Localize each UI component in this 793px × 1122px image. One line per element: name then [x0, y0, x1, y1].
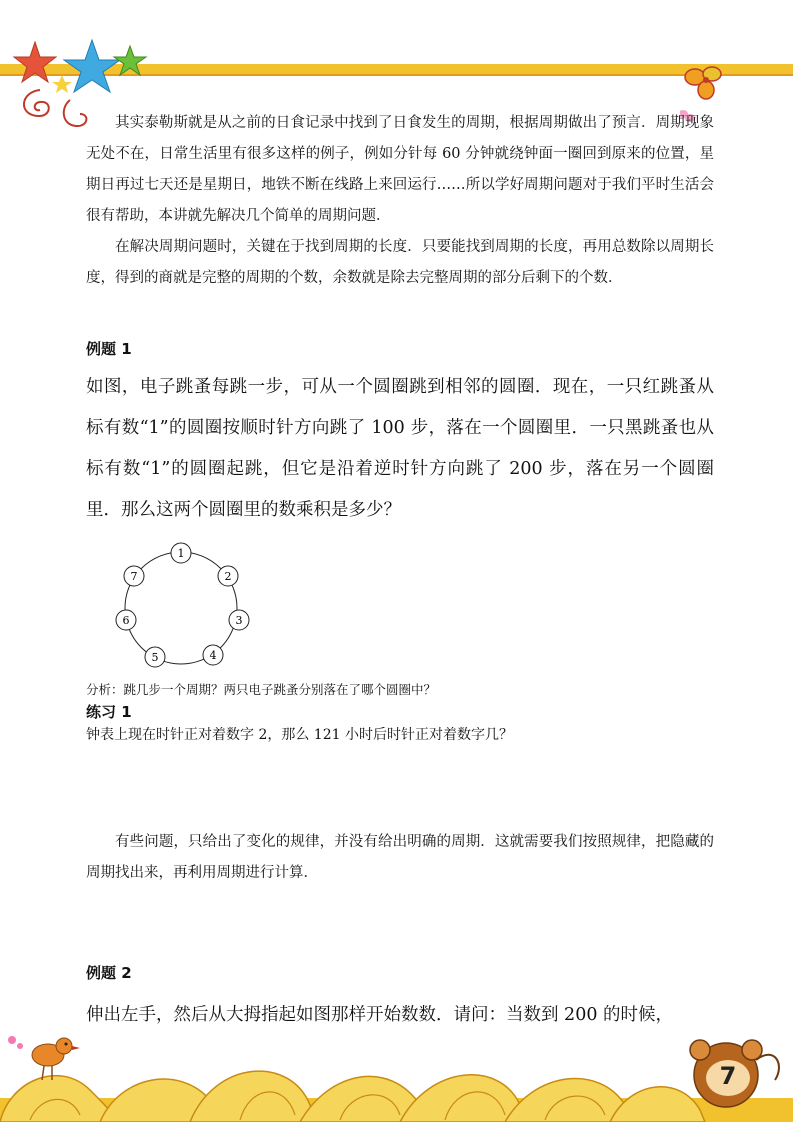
circle-label-5: 5 [151, 651, 159, 664]
circle-label-4: 4 [209, 649, 217, 662]
circle-node-1 [171, 543, 191, 563]
red-star-icon [14, 42, 56, 82]
flower-icon [8, 1036, 23, 1049]
circle-node-7 [124, 566, 144, 586]
practice1-text: 钟表上现在时针正对着数字 2，那么 121 小时后时针正对着数字几？ [86, 727, 513, 743]
bird-icon [32, 1038, 80, 1080]
practice1-heading: 练习 1 [86, 703, 132, 721]
footer-decoration [0, 1020, 793, 1122]
example2-heading: 例题 2 [86, 964, 132, 982]
example1-heading: 例题 1 [86, 340, 132, 358]
circle-diagram [110, 540, 270, 675]
example1-analysis: 分析：跳几步一个周期？两只电子跳蚤分别落在了哪个圆圈中？ [86, 682, 437, 697]
circle-label-6: 6 [122, 614, 130, 627]
swirl-icon [24, 90, 49, 116]
circle-node-4 [203, 645, 223, 665]
circle-node-5 [145, 647, 165, 667]
intro-paragraph-2: 在解决周期问题时，关键在于找到周期的长度．只要能找到周期的长度，再用总数除以周期长度，得到的商就是完整的周期的个数，余数就是除去完整周期的部分后剩下的个数． [86, 239, 714, 286]
middle-paragraph: 有些问题，只给出了变化的规律，并没有给出明确的周期．这就需要我们按照规律，把隐藏的周期找出来，再利用周期进行计算． [86, 834, 714, 881]
example2-text: 伸出左手，然后从大拇指起如图那样开始数数．请问：当数到 200 的时候， [86, 1005, 674, 1025]
example1-text: 如图，电子跳蚤每跳一步，可从一个圆圈跳到相邻的圆圈．现在，一只红跳蚤从标有数“1”的圆圈按顺时针方向跳了 100 步，落在一个圆圈里．一只黑跳蚤也从标有数“1”的圆圈起跳，但它是沿着逆时针方向跳了 200 步，落在另一个圆圈里．那么这两个圆圈里的数乘积是多少？ [86, 377, 714, 520]
small-yellow-star-icon [52, 75, 72, 93]
circle-label-3: 3 [235, 614, 243, 627]
page-number: 7 [719, 1062, 737, 1090]
green-star-icon [114, 46, 146, 75]
circle-label-7: 7 [130, 570, 138, 583]
circle-label-2: 2 [224, 570, 232, 583]
circle-node-3 [229, 610, 249, 630]
circle-node-2 [218, 566, 238, 586]
blue-star-icon [64, 40, 120, 92]
circle-label-1: 1 [177, 547, 185, 560]
intro-paragraph-1: 其实泰勒斯就是从之前的日食记录中找到了日食发生的周期，根据周期做出了预言．周期现象无处不在，日常生活里有很多这样的例子，例如分针每 60 分钟就绕钟面一圈回到原来的位置，星期日再过七天还是星期日，地铁不断在线路上来回运行……所以学好周期问题对于我们平时生活会很有帮助，本讲就先解决几个简单的周期问题． [86, 115, 714, 224]
circle-node-6 [116, 610, 136, 630]
